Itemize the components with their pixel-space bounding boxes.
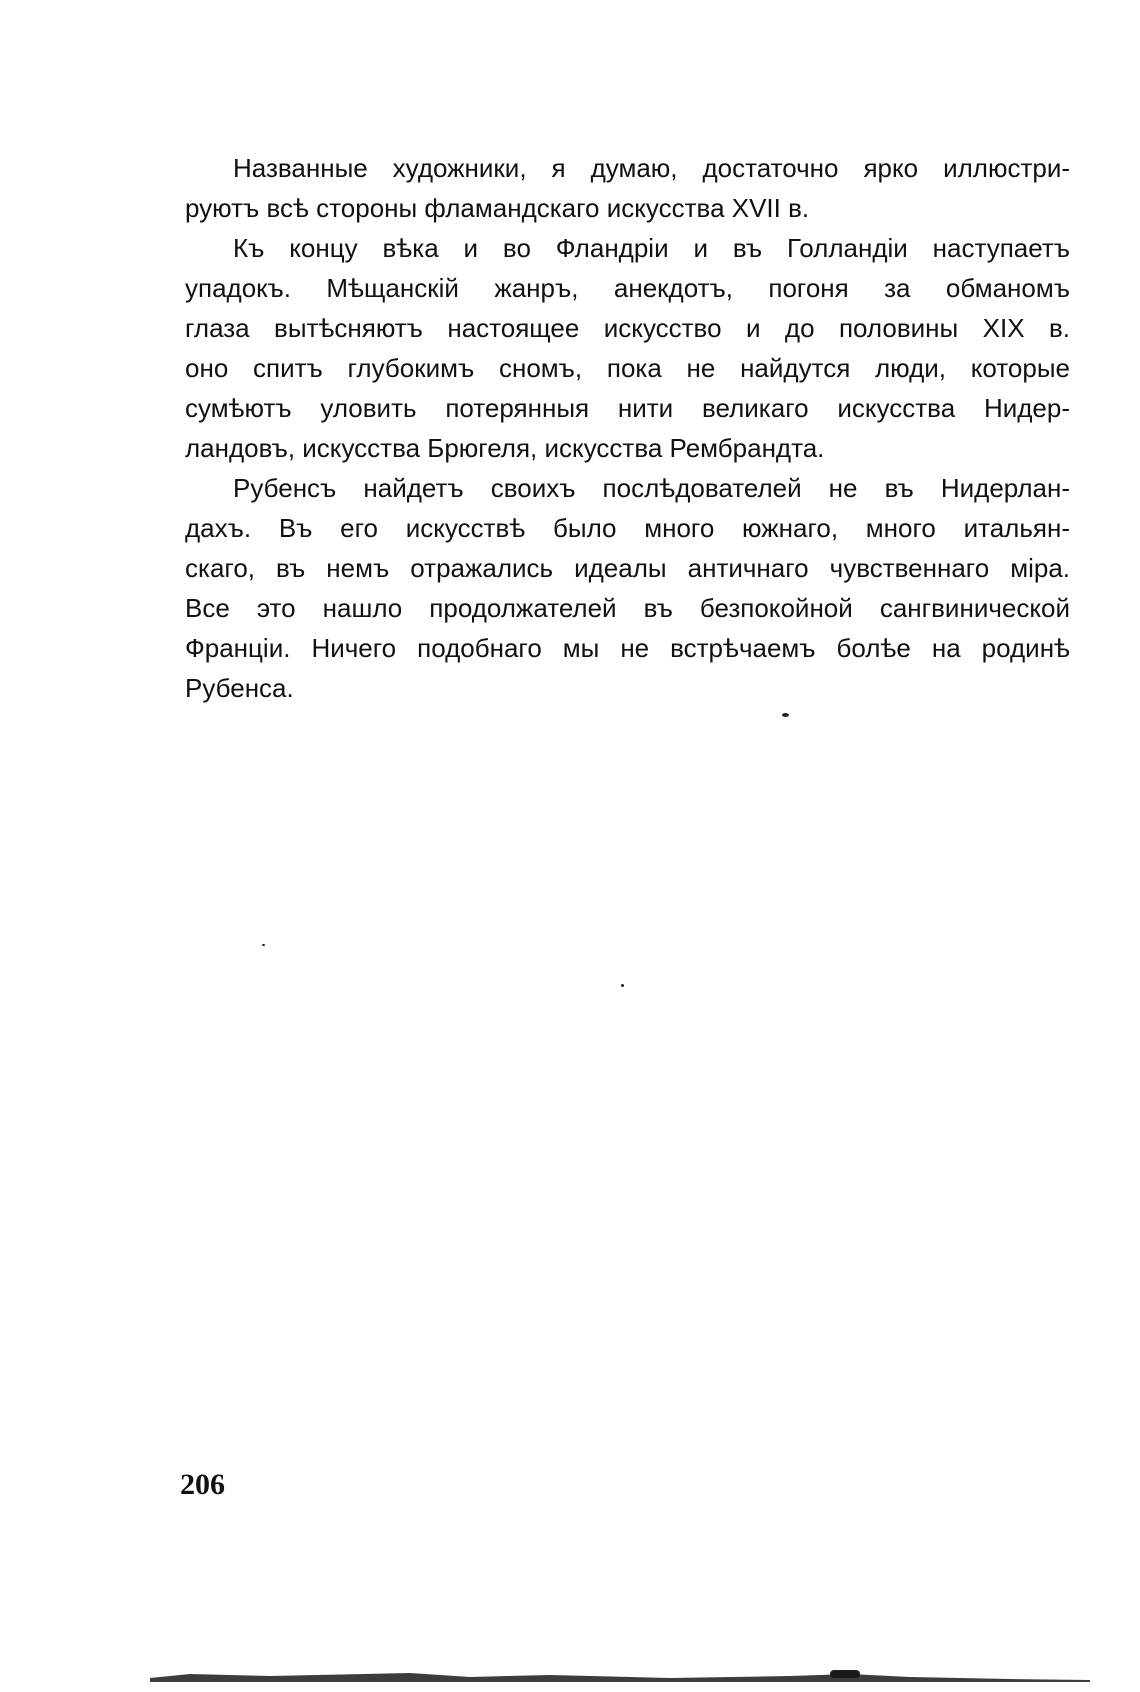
text-line: оно спитъ глубокимъ сномъ, пока не найдутся люди, которые bbox=[185, 353, 1070, 383]
text-line: упадокъ. Мѣщанскій жанръ, анекдотъ, погоня за обманомъ bbox=[185, 273, 1070, 303]
body-text bbox=[185, 148, 1070, 708]
text-line: Названные художники, я думаю, достаточно ярко иллюстри- bbox=[233, 153, 1070, 183]
scan-edge-smudge bbox=[150, 1668, 1090, 1684]
text-line: руютъ всѣ стороны фламандскаго искусства XVII в. bbox=[185, 193, 810, 223]
text-line: Франціи. Ничего подобнаго мы не встрѣчаемъ болѣе на родинѣ bbox=[185, 633, 1070, 663]
scan-speck bbox=[782, 713, 789, 717]
text-line: глаза вытѣсняютъ настоящее искусство и до половины XIX в. bbox=[185, 313, 1070, 343]
text-line: скаго, въ немъ отражались идеалы античнаго чувственнаго міра. bbox=[185, 553, 1070, 583]
text-line: Къ концу вѣка и во Фландріи и въ Голландіи наступаетъ bbox=[233, 233, 1070, 263]
scan-speck bbox=[262, 944, 265, 946]
text-line: дахъ. Въ его искусствѣ было много южнаго, много итальян- bbox=[185, 513, 1070, 543]
text-line: ландовъ, искусства Брюгеля, искусства Рембрандта. bbox=[185, 433, 825, 463]
text-line: сумѣютъ уловить потерянныя нити великаго искусства Нидер- bbox=[185, 393, 1070, 423]
scan-speck bbox=[621, 984, 624, 987]
page-number: 206 bbox=[180, 1468, 225, 1501]
text-line: Рубенса. bbox=[185, 673, 294, 703]
text-line: Все это нашло продолжателей въ безпокойной сангвинической bbox=[185, 593, 1070, 623]
text-line: Рубенсъ найдетъ своихъ послѣдователей не въ Нидерлан- bbox=[233, 473, 1070, 503]
